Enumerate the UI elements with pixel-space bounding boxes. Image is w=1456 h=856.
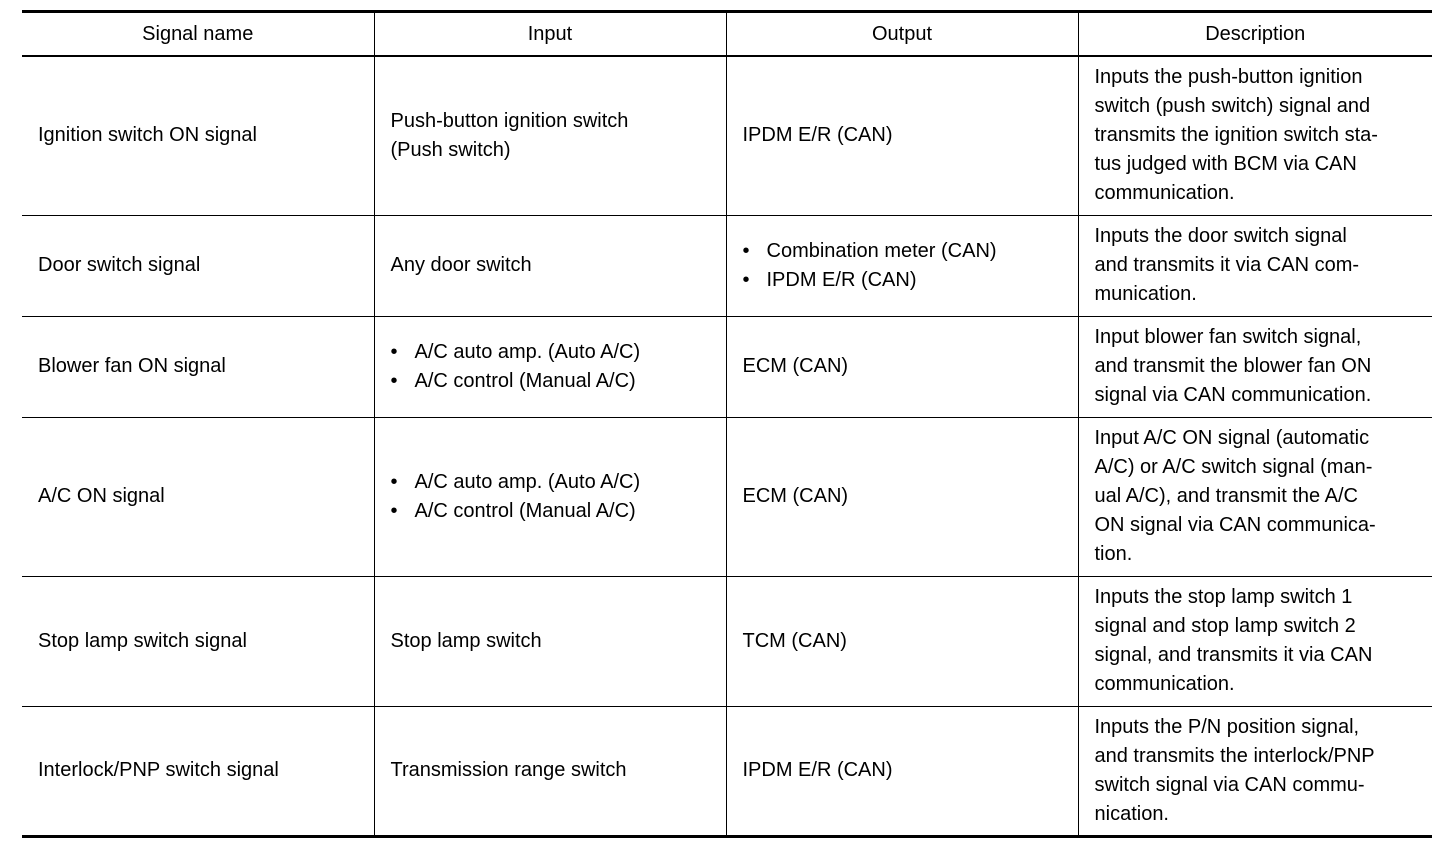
description-cell [1078, 417, 1432, 576]
output-bullet-list [743, 237, 1070, 295]
input-bullet-list [391, 468, 718, 526]
bullet-item [391, 468, 718, 497]
output-cell [726, 215, 1078, 316]
table-row [22, 215, 1432, 316]
bullet-text: IPDM E/R (CAN) [766, 268, 917, 291]
bullet-text: A/C auto amp. (Auto A/C) [414, 470, 641, 493]
description-line: communication. [1094, 182, 1235, 205]
output-cell: ECM (CAN) [726, 316, 1078, 417]
description-line: Inputs the stop lamp switch 1 [1094, 586, 1353, 608]
bullet-icon: • [390, 340, 398, 363]
description-line: Inputs the push-button ignition [1094, 66, 1363, 89]
bullet-icon: • [742, 268, 750, 291]
header-description: Description [1078, 12, 1432, 57]
output-cell: IPDM E/R (CAN) [726, 56, 1078, 215]
bullet-item [391, 367, 718, 396]
bullet-item [743, 266, 1070, 295]
description-cell [1078, 706, 1432, 836]
bullet-icon: • [390, 499, 398, 522]
description-line: Inputs the door switch signal [1094, 225, 1347, 247]
output-cell: TCM (CAN) [726, 576, 1078, 706]
header-signal-name: Signal name [22, 12, 374, 57]
bullet-text: A/C control (Manual A/C) [414, 369, 636, 392]
description-line: tion. [1094, 543, 1133, 565]
header-row [22, 12, 1432, 57]
bullet-icon: • [390, 369, 398, 392]
description-line: Input A/C ON signal (automatic [1094, 427, 1370, 449]
signal-name-cell: A/C ON signal [22, 417, 374, 576]
description-line: switch signal via CAN commu- [1094, 773, 1365, 796]
bullet-text: Combination meter (CAN) [766, 239, 997, 262]
bullet-text: A/C control (Manual A/C) [414, 499, 636, 522]
description-cell [1078, 316, 1432, 417]
bullet-icon: • [742, 239, 750, 262]
signal-name-cell: Stop lamp switch signal [22, 576, 374, 706]
description-line: Input blower fan switch signal, [1094, 326, 1362, 348]
output-cell: ECM (CAN) [726, 417, 1078, 576]
table-row [22, 417, 1432, 576]
signal-name-cell: Door switch signal [22, 215, 374, 316]
input-line: Push-button ignition switch [390, 109, 629, 132]
input-cell: Stop lamp switch [374, 576, 726, 706]
bullet-item [391, 497, 718, 526]
input-cell: Any door switch [374, 215, 726, 316]
table-row [22, 576, 1432, 706]
input-cell [374, 56, 726, 215]
description-line: transmits the ignition switch sta- [1094, 124, 1378, 147]
input-cell [374, 417, 726, 576]
signal-name-cell: Blower fan ON signal [22, 316, 374, 417]
bullet-text: A/C auto amp. (Auto A/C) [414, 340, 641, 363]
description-line: signal via CAN communication. [1094, 384, 1372, 406]
signal-name-cell: Ignition switch ON signal [22, 56, 374, 215]
bullet-icon: • [390, 470, 398, 493]
description-line: ual A/C), and transmit the A/C [1094, 485, 1358, 507]
description-line: ON signal via CAN communica- [1094, 514, 1376, 536]
description-line: and transmits the interlock/PNP [1094, 744, 1375, 767]
description-cell [1078, 576, 1432, 706]
table-row [22, 56, 1432, 215]
description-line: and transmit the blower fan ON [1094, 355, 1372, 377]
description-line: communication. [1094, 673, 1235, 695]
table-row [22, 706, 1432, 836]
description-line: signal, and transmits it via CAN [1094, 644, 1373, 666]
input-bullet-list [391, 338, 718, 396]
description-line: tus judged with BCM via CAN [1094, 153, 1357, 176]
description-line: and transmits it via CAN com- [1094, 254, 1360, 276]
input-cell [374, 316, 726, 417]
description-cell [1078, 215, 1432, 316]
description-line: signal and stop lamp switch 2 [1094, 615, 1356, 637]
description-line: switch (push switch) signal and [1094, 95, 1371, 118]
input-line: (Push switch) [390, 138, 511, 161]
description-line: A/C) or A/C switch signal (man- [1094, 456, 1373, 478]
description-line: munication. [1094, 283, 1197, 305]
bullet-item [391, 338, 718, 367]
output-cell: IPDM E/R (CAN) [726, 706, 1078, 836]
signal-name-cell: Interlock/PNP switch signal [22, 706, 374, 836]
signal-table [22, 10, 1432, 838]
header-input: Input [374, 12, 726, 57]
bullet-item [743, 237, 1070, 266]
input-cell: Transmission range switch [374, 706, 726, 836]
description-line: Inputs the P/N position signal, [1094, 715, 1360, 738]
header-output: Output [726, 12, 1078, 57]
description-line: nication. [1094, 802, 1169, 825]
description-cell [1078, 56, 1432, 215]
table-row [22, 316, 1432, 417]
